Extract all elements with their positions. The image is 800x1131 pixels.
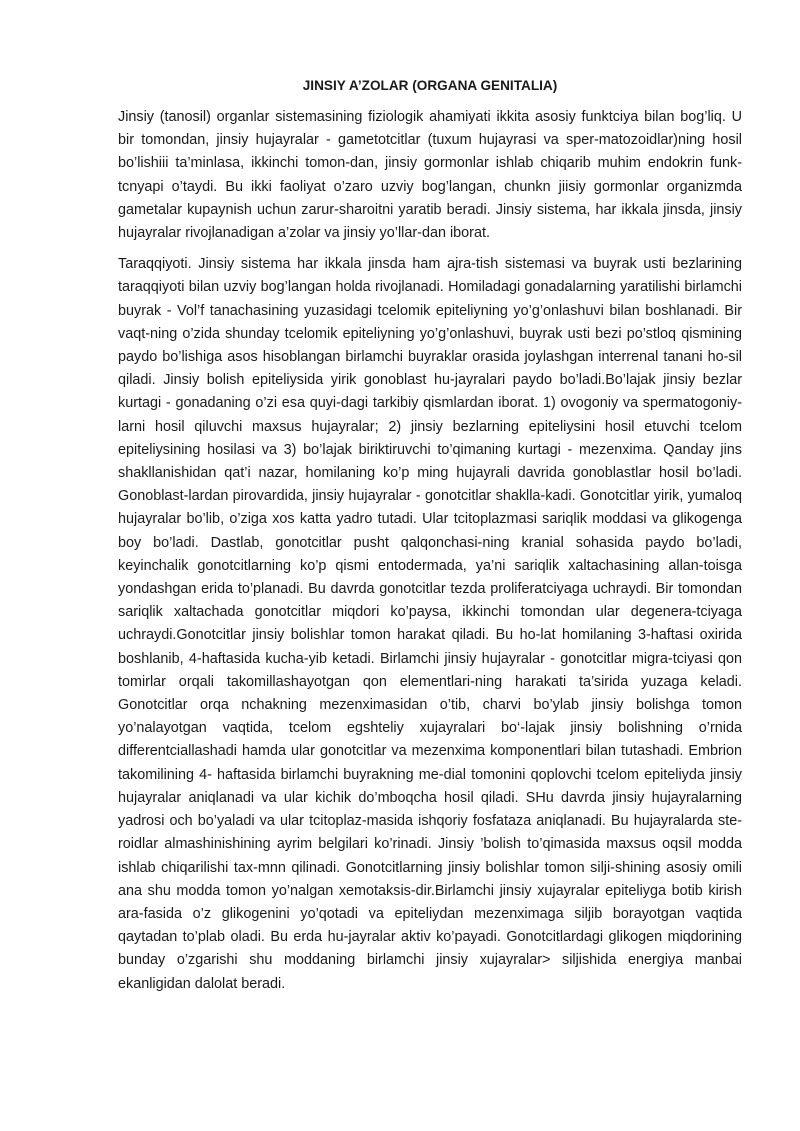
paragraph-development: Taraqqiyoti. Jinsiy sistema har ikkala jinsda ham ajra-tish sistemasi va buyrak usti bezlarining taraqqiyoti bilan uzviy bog’langan holda rivojlanadi. Homiladagi gonadalarning yaratilishi birlamchi buyrak - Vol’f tanachasining yuzasidagi tcelomik epiteliyning yo’g’onlashuvi bilan boshlanadi. Bir vaqt-ning o’zida shunday tcelomik epiteliyning yo’g’onlashuvi, buyrak usti bezi po’stloq qismining paydo bo’lishiga asos hisoblangan birlamchi buyraklar orasida joylashgan interrenal tanani ho-sil qiladi. Jinsiy bolish epiteliysida yirik gonoblast hu-jayralari paydo bo’ladi.Bo’lajak jinsiy bezlar kurtagi - gonadaning o’zi esa quyi-dagi tarkibiy qismlardan iborat. 1) ovogoniy va spermatogoniy-larni hosil qiluvchi maxsus hujayralar; 2) jinsiy bezlarning epiteliysini hosil etuvchi tcelom epiteliysining hosilasi va 3) bo’lajak biriktiruvchi to’qimaning kurtagi - mezenxima. Qanday jins shakllanishidan qat’i nazar, homilaning ko’p ming hujayrali davrida gonoblastlar hosil bo’ladi. Gonoblast-lardan pirovardida, jinsiy hujayralar - gonotcitlar shaklla-kadi. Gonotcitlar yirik, yumaloq hujayralar bo’lib, o’ziga xos katta yadro tutadi. Ular tcitoplazmasi sariqlik moddasi va glikogenga boy bo’ladi. Dastlab, gonotcitlar pusht qalqonchasi-ning kranial sohasida paydo bo’ladi, keyinchalik gonotcitlarning ko’p qismi entodermada, ya’ni sariqlik xaltachasining allan-toisga yondashgan erida to’planadi. Bu davrda gonotcitlar tezda proliferatciyaga uchraydi. Bir tomondan sariqlik xaltachada gonotcitlar miqdori ko’paysa, ikkinchi tomondan ular degenera-tciyaga uchraydi.Gonotcitlar jinsiy bolishlar tomon harakat qiladi. Bu ho-lat homilaning 3-haftasi oxirida boshlanib, 4-haftasida kucha-yib ketadi. Birlamchi jinsiy hujayralar - gonotcitlar migra-tciyasi qon tomirlar orqali takomillashayotgan qon elementlari-ning harakati ta’sirida yuzaga keladi. Gonotcitlar orqa nchakning mezenximasidan o’tib, charvi bo’ylab jinsiy bolishga tomon yo’nalayotgan vaqtida, tcelom egshteliy xujayralari bo‘-lajak jinsiy bolishning o’rnida differentciallashadi hamda ular gonotcitlar va mezenxima komponentlari bilan tutashadi. Embrion takomilining 4- haftasida birlamchi buyrakning me-dial tomonini qoplovchi tcelom epiteliyda jinsiy hujayralar aniqlanadi va ular kichik do’mboqcha hosil qiladi. SHu davrda jinsiy hujayralarning yadrosi och bo’yaladi va ular tcitoplaz-masida ishqoriy fosfataza aniqlanadi. Bu hujayralarda ste-roidlar almashinishining ayrim belgilari ko’rinadi. Jinsiy ’bolish to’qimasida maxsus oqsil modda ishlab chiqarilishi tax-mnn qilinadi. Gonotcitlarning jinsiy bolishlar tomon silji-shining asosiy omili ana shu modda tomon yo’nalgan xemotaksis-dir.Birlamchi jinsiy xujayralar epiteliyga botib kirish ara-fasida o’z glikogenini yo’qotadi va epiteliydan mezenximaga siljib borayotgan vaqtida qaytadan to’plab oladi. Bu erda hu-jayralar aktiv ko’payadi. Gonotcitlardagi glikogen miqdorining bunday o’zgarishi shu moddaning birlamchi jinsiy xujayralar> siljishida energiya manbai ekanligidan dalolat beradi. xyxy=(118,256,742,992)
document-body xyxy=(118,76,742,1004)
document-title: JINSIY A’ZOLAR (ORGANA GENITALIA) xyxy=(302,78,558,93)
paragraph-intro: Jinsiy (tanosil) organlar sistemasining fiziologik ahamiyati ikkita asosiy funktciya bilan bog’liq. U bir tomondan, jinsiy hujayralar - gametotcitlar (tuxum hujayrasi va sper-matozoidlar)ning hosil bo’lishiii ta’minlasa, ikkinchi tomon-dan, jinsiy gormonlar ishlab chiqarib muhim endokrin funk-tcnyapi o’taydi. Bu ikki faoliyat o’zaro uzviy bog’langan, chunkn jiisiy gormonlar organizmda gametalar kupaynish uchun zarur-sharoitni yaratib beradi. Jinsiy sistema, har ikkala jinsda, jinsiy hujayralar rivojlanadigan a’zolar va jinsiy yo’llar-dan iborat. xyxy=(118,109,742,242)
